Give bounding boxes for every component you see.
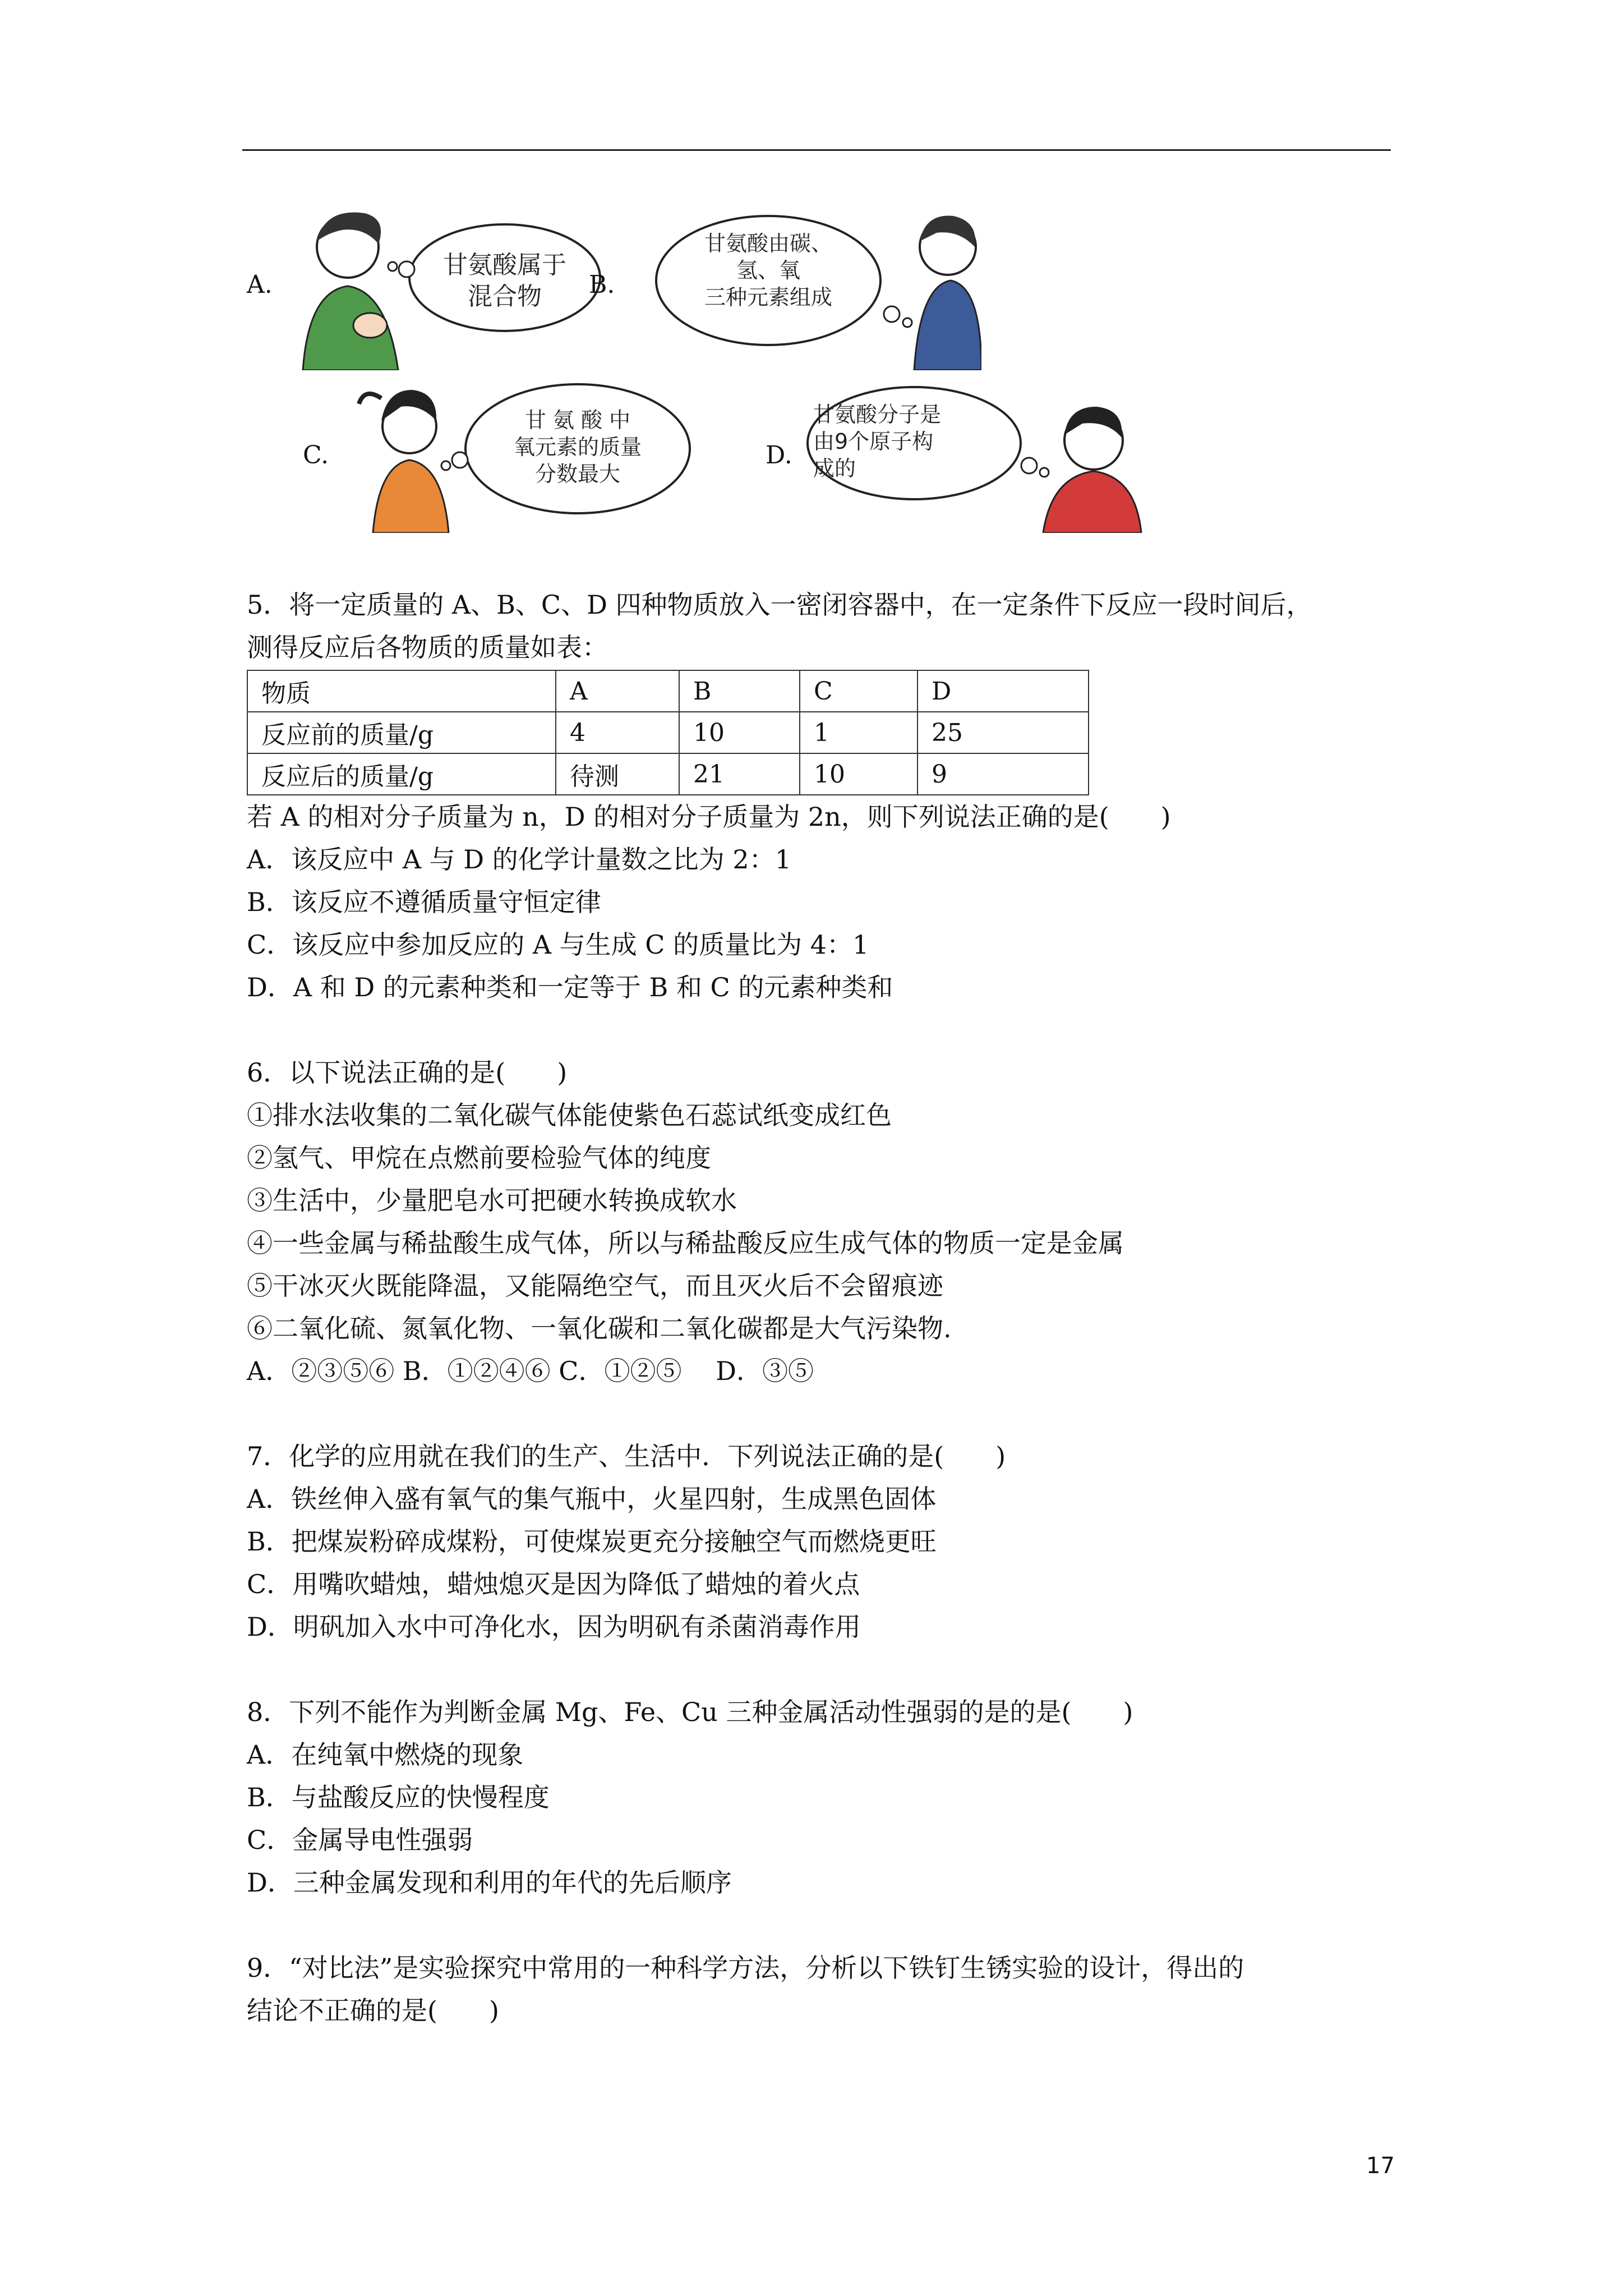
table-cell: D <box>917 670 1089 712</box>
option-a-label: A. <box>247 270 273 299</box>
q9-stem-line-1: 9．“对比法”是实验探究中常用的一种科学方法，分析以下铁钉生锈实验的设计，得出的 <box>247 1953 1244 1983</box>
table-cell: A <box>556 670 679 712</box>
figure-c-speech: 甘 氨 酸 中 氧元素的质量 分数最大 <box>513 408 642 486</box>
q6-options: A．②③⑤⑥ B．①②④⑥ C．①②⑤ D．③⑤ <box>247 1356 814 1386</box>
q7-option-b: B．把煤炭粉碎成煤粉，可使煤炭更充分接触空气而燃烧更旺 <box>247 1526 937 1557</box>
q5-stem-line-1: 5．将一定质量的 A、B、C、D 四种物质放入一密闭容器中，在一定条件下反应一段时间后， <box>247 590 1312 620</box>
option-d-label: D. <box>766 441 792 470</box>
table-cell: 10 <box>679 712 800 753</box>
q5-option-c: C．该反应中参加反应的 A 与生成 C 的质量比为 4：1 <box>247 930 869 960</box>
q5-option-a: A．该反应中 A 与 D 的化学计量数之比为 2：1 <box>247 844 791 875</box>
q5-stem-line-2: 测得反应后各物质的质量如表： <box>247 632 608 662</box>
table-row <box>247 670 1089 712</box>
figure-a-speech: 甘氨酸属于 混合物 <box>443 251 566 311</box>
mass-table <box>247 670 1089 795</box>
question-5-options <box>247 795 1244 2032</box>
table-cell: 待测 <box>556 753 679 795</box>
q5-option-b: B．该反应不遵循质量守恒定律 <box>247 887 601 917</box>
table-cell: 反应前的质量/g <box>247 712 556 753</box>
table-cell: B <box>679 670 800 712</box>
q7-stem: 7．化学的应用就在我们的生产、生活中．下列说法正确的是( ) <box>247 1441 1006 1471</box>
table-cell: 21 <box>679 753 800 795</box>
q6-statement-2: ②氢气、甲烷在点燃前要检验气体的纯度 <box>247 1143 711 1173</box>
q5-option-d: D．A 和 D 的元素种类和一定等于 B 和 C 的元素种类和 <box>247 972 893 1002</box>
table-row <box>247 712 1089 753</box>
q5-follow: 若 A 的相对分子质量为 n，D 的相对分子质量为 2n，则下列说法正确的是( ) <box>247 802 1171 832</box>
q8-option-a: A．在纯氧中燃烧的现象 <box>247 1740 524 1770</box>
figure-b-speech: 甘氨酸由碳、 氢、氧 三种元素组成 <box>704 231 832 310</box>
q6-statement-6: ⑥二氧化硫、氮氧化物、一氧化碳和二氧化碳都是大气污染物. <box>247 1313 952 1343</box>
q6-statement-3: ③生活中，少量肥皂水可把硬水转换成软水 <box>247 1185 737 1216</box>
q9-stem-line-2: 结论不正确的是( ) <box>247 1995 499 2026</box>
table-cell: 反应后的质量/g <box>247 753 556 795</box>
table-row <box>247 753 1089 795</box>
q8-option-d: D．三种金属发现和利用的年代的先后顺序 <box>247 1867 732 1898</box>
q8-stem: 8．下列不能作为判断金属 Mg、Fe、Cu 三种金属活动性强弱的是的是( ) <box>247 1697 1133 1727</box>
q6-statement-1: ①排水法收集的二氧化碳气体能使紫色石蕊试纸变成红色 <box>247 1100 892 1130</box>
table-cell: C <box>800 670 917 712</box>
table-cell: 物质 <box>247 670 556 712</box>
q7-option-a: A．铁丝伸入盛有氧气的集气瓶中，火星四射，生成黑色固体 <box>247 1484 937 1514</box>
q6-stem: 6．以下说法正确的是( ) <box>247 1057 568 1088</box>
question-5 <box>247 583 1312 669</box>
table-cell: 10 <box>800 753 917 795</box>
page-number: 17 <box>1366 2153 1395 2179</box>
table-cell: 1 <box>800 712 917 753</box>
q8-option-c: C．金属导电性强弱 <box>247 1825 473 1855</box>
table-cell: 4 <box>556 712 679 753</box>
table-cell: 25 <box>917 712 1089 753</box>
table-cell: 9 <box>917 753 1089 795</box>
q8-option-b: B．与盐酸反应的快慢程度 <box>247 1782 550 1812</box>
q6-statement-5: ⑤干冰灭火既能降温，又能隔绝空气，而且灭火后不会留痕迹 <box>247 1271 943 1301</box>
option-b-label: B. <box>589 270 615 299</box>
option-c-label: C. <box>303 441 329 470</box>
q6-statement-4: ④一些金属与稀盐酸生成气体，所以与稀盐酸反应生成气体的物质一定是金属 <box>247 1228 1124 1258</box>
q7-option-c: C．用嘴吹蜡烛，蜡烛熄灭是因为降低了蜡烛的着火点 <box>247 1569 860 1599</box>
q7-option-d: D．明矾加入水中可净化水，因为明矾有杀菌消毒作用 <box>247 1612 861 1642</box>
figure-d-speech: 甘氨酸分子是 由9个原子构 成的 <box>813 402 942 481</box>
header-rule <box>242 149 1391 151</box>
